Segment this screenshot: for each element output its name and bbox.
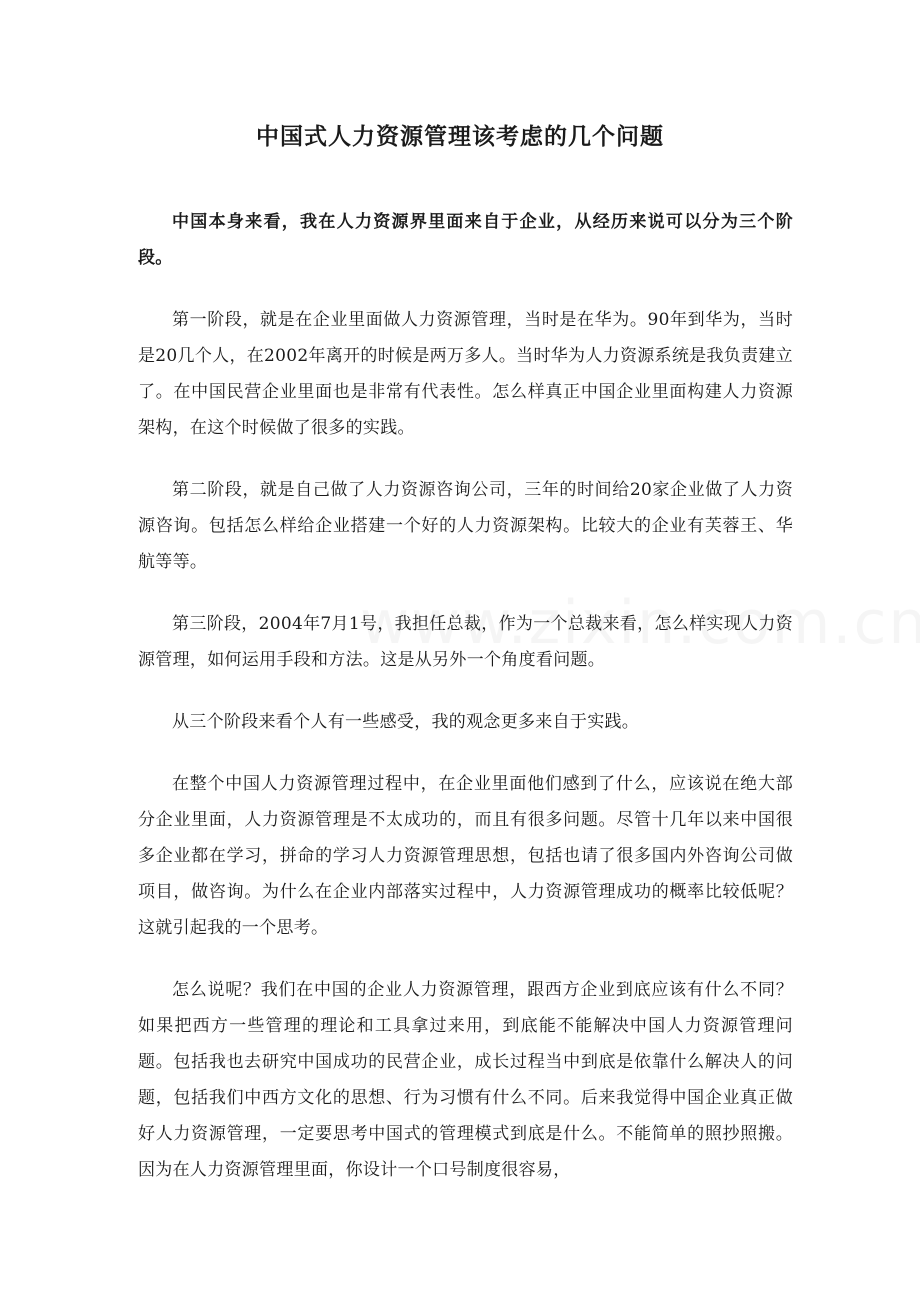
paragraph-problems: 在整个中国人力资源管理过程中，在企业里面他们感到了什么，应该说在绝大部分企业里面，人力资源管理是不太成功的，而且有很多问题。尽管十几年以来中国很多企业都在学习，拼命的学习人力资源管理思想，包括也请了很多国内外咨询公司做项目，做咨询。为什么在企业内部落实过程中，人力资源管理成功的概率比较低呢？这就引起我的一个思考。 xyxy=(138,774,793,938)
paragraph-stage-one: 第一阶段，就是在企业里面做人力资源管理，当时是在华为。90年到华为，当时是20几个人，在2002年离开的时候是两万多人。当时华为人力资源系统是我负责建立了。在中国民营企业里面也是非常有代表性。怎么样真正中国企业里面构建人力资源架构，在这个时候做了很多的实践。 xyxy=(138,310,793,438)
intro-paragraph: 中国本身来看，我在人力资源界里面来自于企业，从经历来说可以分为三个阶段。 xyxy=(138,212,793,268)
paragraph-stage-three: 第三阶段，2004年7月1号，我担任总裁，作为一个总裁来看，怎么样实现人力资源管理，如何运用手段和方法。这是从另外一个角度看问题。 xyxy=(138,614,793,670)
paragraph-thinking: 怎么说呢？我们在中国的企业人力资源管理，跟西方企业到底应该有什么不同？如果把西方一些管理的理论和工具拿过来用，到底能不能解决中国人力资源管理问题。包括我也去研究中国成功的民营企业，成长过程当中到底是依靠什么解决人的问题，包括我们中西方文化的思想、行为习惯有什么不同。后来我觉得中国企业真正做好人力资源管理，一定要思考中国式的管理模式到底是什么。不能简单的照抄照搬。因为在人力资源管理里面，你设计一个口号制度很容易， xyxy=(138,980,793,1180)
document-title: 中国式人力资源管理该考虑的几个问题 xyxy=(256,123,664,150)
paragraph-stage-two: 第二阶段，就是自己做了人力资源咨询公司，三年的时间给20家企业做了人力资源咨询。包括怎么样给企业搭建一个好的人力资源架构。比较大的企业有芙蓉王、华航等等。 xyxy=(138,480,793,572)
document-body xyxy=(138,204,793,1214)
paragraph-reflection: 从三个阶段来看个人有一些感受，我的观念更多来自于实践。 xyxy=(172,712,640,732)
